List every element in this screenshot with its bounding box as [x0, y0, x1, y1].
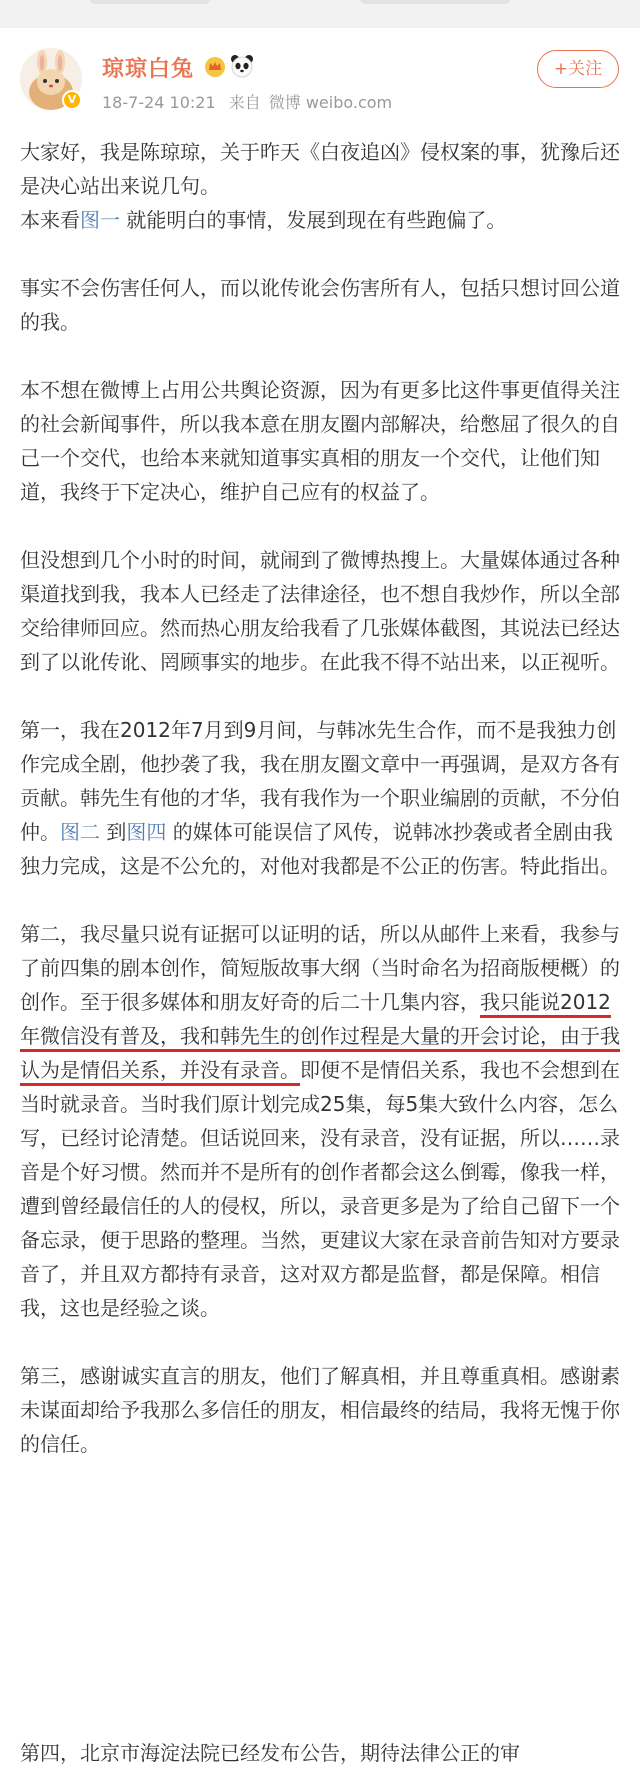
strip-fragment [90, 0, 210, 4]
source-prefix: 来自 [228, 93, 261, 112]
panda-icon [230, 54, 254, 78]
paragraph-hot-search: 但没想到几个小时的时间，就闹到了微博热搜上。大量媒体通过各种渠道找到我，我本人已经走了法律途径，也不想自我炒作，所以全部交给律师回应。然而热心朋友给我看了几张媒体截图，其说法已经达到了以讹传讹、罔顾事实的地步。在此我不得不站出来，以正视听。 [20, 548, 620, 674]
strip-fragment [360, 0, 510, 4]
text-span: 到 [100, 820, 127, 844]
verified-badge-icon: V [62, 90, 82, 110]
link-figure-1[interactable]: 图一 [80, 208, 120, 232]
post-timestamp: 18-7-24 10:21 [102, 93, 216, 112]
underlined-highlight: 我只能说2012年微信没有普及，我和韩先生的创作过程是大量的开会讨论，由于我认为是情侣关系，并没有录音。 [20, 990, 620, 1082]
post-meta [102, 90, 400, 113]
paragraph-first [20, 713, 620, 883]
text-span: 第二，我尽量只说有证据可以证明的话，所以从邮件上来看，我参与了前四集的剧本创作，简短版故事大纲（当时命名为招商版梗概）的创作。至于很多媒体和朋友好奇的后二十几集内容， [20, 922, 620, 1014]
post-content [20, 135, 620, 1495]
paragraph-truth: 事实不会伤害任何人，而以讹传讹会伤害所有人，包括只想讨回公道的我。 [20, 276, 620, 334]
text-span: 第一，我在2012年7月到9月间，与韩冰先生合作，而不是我独力创作完成全剧，他抄袭了我，我在朋友圈文章中一再强调，是双方各有贡献。韩先生有他的才华，我有我作为一个职业编剧的贡献，不分伯仲。 [20, 718, 620, 844]
text-span: 就能明白的事情，发展到现在有些跑偏了。 [120, 208, 507, 232]
text-span: 的媒体可能误信了风传，说韩冰抄袭或者全剧由我独力完成，这是不公允的，对他对我都是不公正的伤害。特此指出。 [20, 820, 620, 878]
text-span: 本来看 [20, 208, 80, 232]
link-figure-2[interactable]: 图二 [60, 820, 100, 844]
paragraph-third: 第三，感谢诚实直言的朋友，他们了解真相，并且尊重真相。感谢素未谋面却给予我那么多信任的朋友，相信最终的结局，我将无愧于你的信任。 [20, 1364, 620, 1456]
follow-button[interactable]: +关注 [537, 50, 619, 88]
username[interactable]: 琼琼白兔 [102, 57, 195, 82]
previous-post-strip [0, 0, 640, 28]
paragraph-reason: 本不想在微博上占用公共舆论资源，因为有更多比这件事更值得关注的社会新闻事件，所以我本意在朋友圈内部解决，给憋屈了很久的自己一个交代，也给本来就知道事实真相的朋友一个交代，让他们知道，我终于下定决心，维护自己应有的权益了。 [20, 378, 620, 504]
post-header [0, 28, 640, 128]
paragraph-intro: 大家好，我是陈琼琼，关于昨天《白夜追凶》侵权案的事，犹豫后还是决心站出来说几句。 [20, 140, 620, 198]
paragraph-fourth-cut: 第四，北京市海淀法院已经发布公告，期待法律公正的审 [20, 1741, 520, 1765]
link-figure-4[interactable]: 图四 [126, 820, 167, 844]
crown-icon [204, 56, 226, 78]
paragraph-second [20, 917, 620, 1325]
paragraph-figure-one [20, 203, 620, 237]
post-source[interactable]: 微博 weibo.com [268, 93, 393, 112]
text-span: 即便不是情侣关系，我也不会想到在当时就录音。当时我们原计划完成25集，每5集大致什么内容，怎么写，已经讨论清楚。但话说回来，没有录音，没有证据，所以……录音是个好习惯。然而并不是所有的创作者都会这么倒霉，像我一样，遭到曾经最信任的人的侵权，所以，录音更多是为了给自己留下一个备忘录，便于思路的整理。当然，更建议大家在录音前告知对方要录音了，并且双方都持有录音，这对双方都是监督，都是保障。相信我，这也是经验之谈。 [20, 1058, 620, 1320]
